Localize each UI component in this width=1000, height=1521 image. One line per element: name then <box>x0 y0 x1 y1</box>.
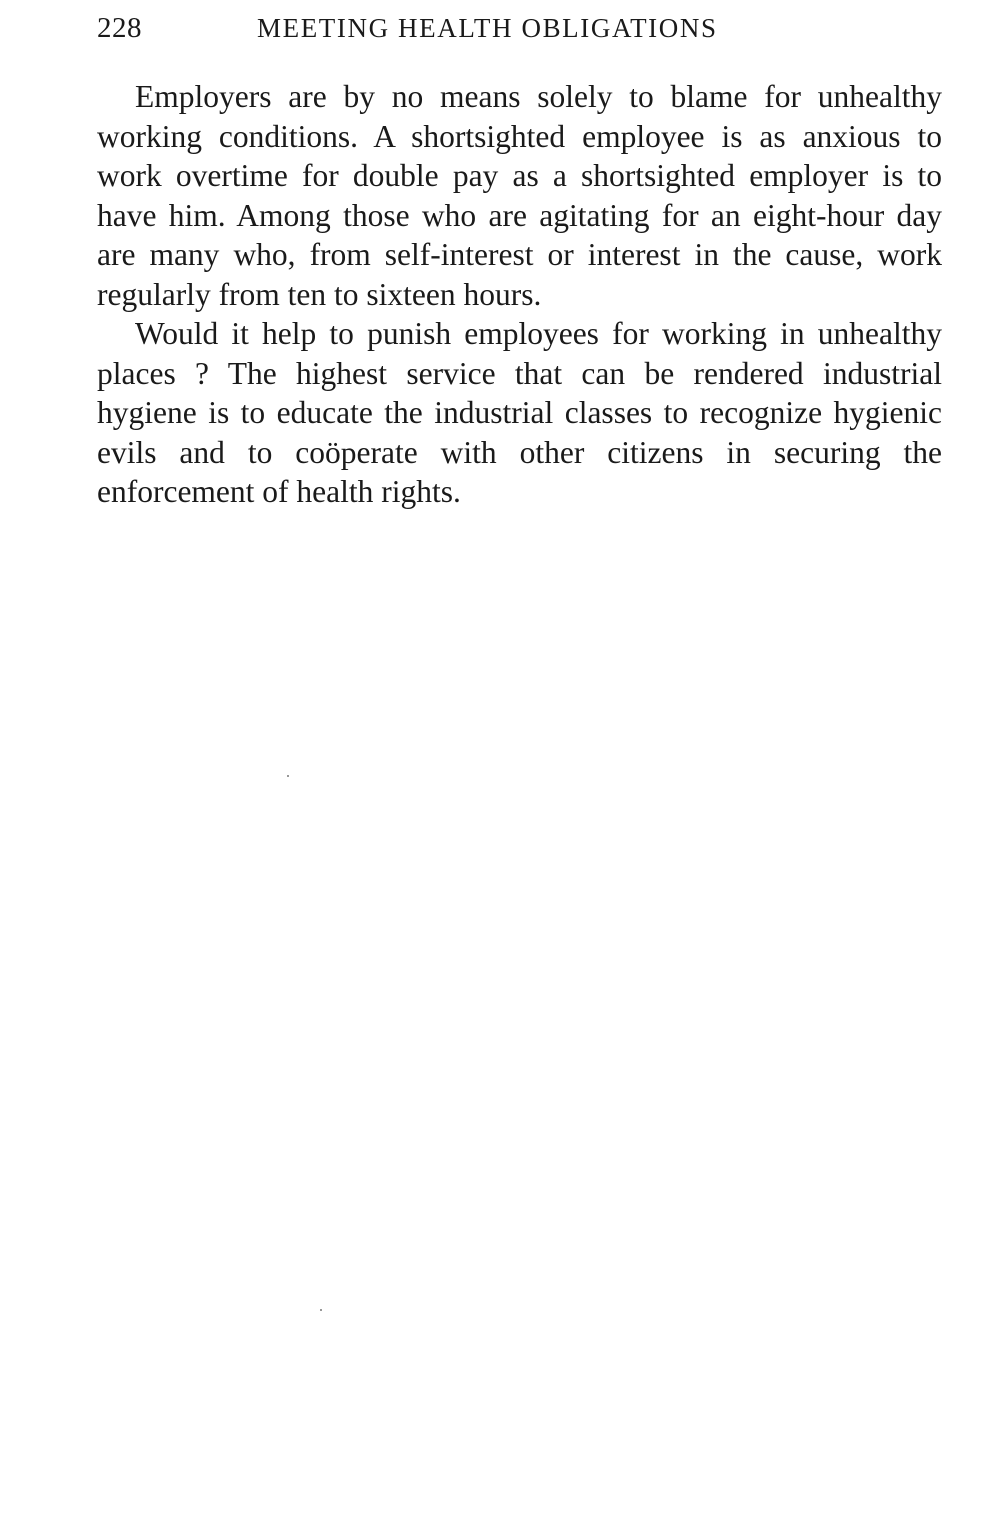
running-title: MEETING HEALTH OBLIGATIONS <box>257 13 718 43</box>
paragraph: Would it help to punish employees for working in unhealthy places ? The highest service that can be rendered industrial hygiene is to educate the industrial classes to recognize hygienic evils and to coöperate with other citizens in securing the enforcement of health rights. <box>97 316 942 509</box>
body-text <box>97 77 942 512</box>
page-number: 228 <box>97 12 142 44</box>
scan-speck <box>287 775 289 777</box>
scan-speck <box>320 1309 322 1311</box>
paragraph: Employers are by no means solely to blame for unhealthy working conditions. A shortsighted employee is as anxious to work overtime for double pay as a shortsighted employer is to have him. Among those who are agitating for an eight-hour day are many who, from self-interest or interest in the cause, work regularly from ten to sixteen hours. <box>97 79 942 312</box>
running-head <box>97 8 942 48</box>
